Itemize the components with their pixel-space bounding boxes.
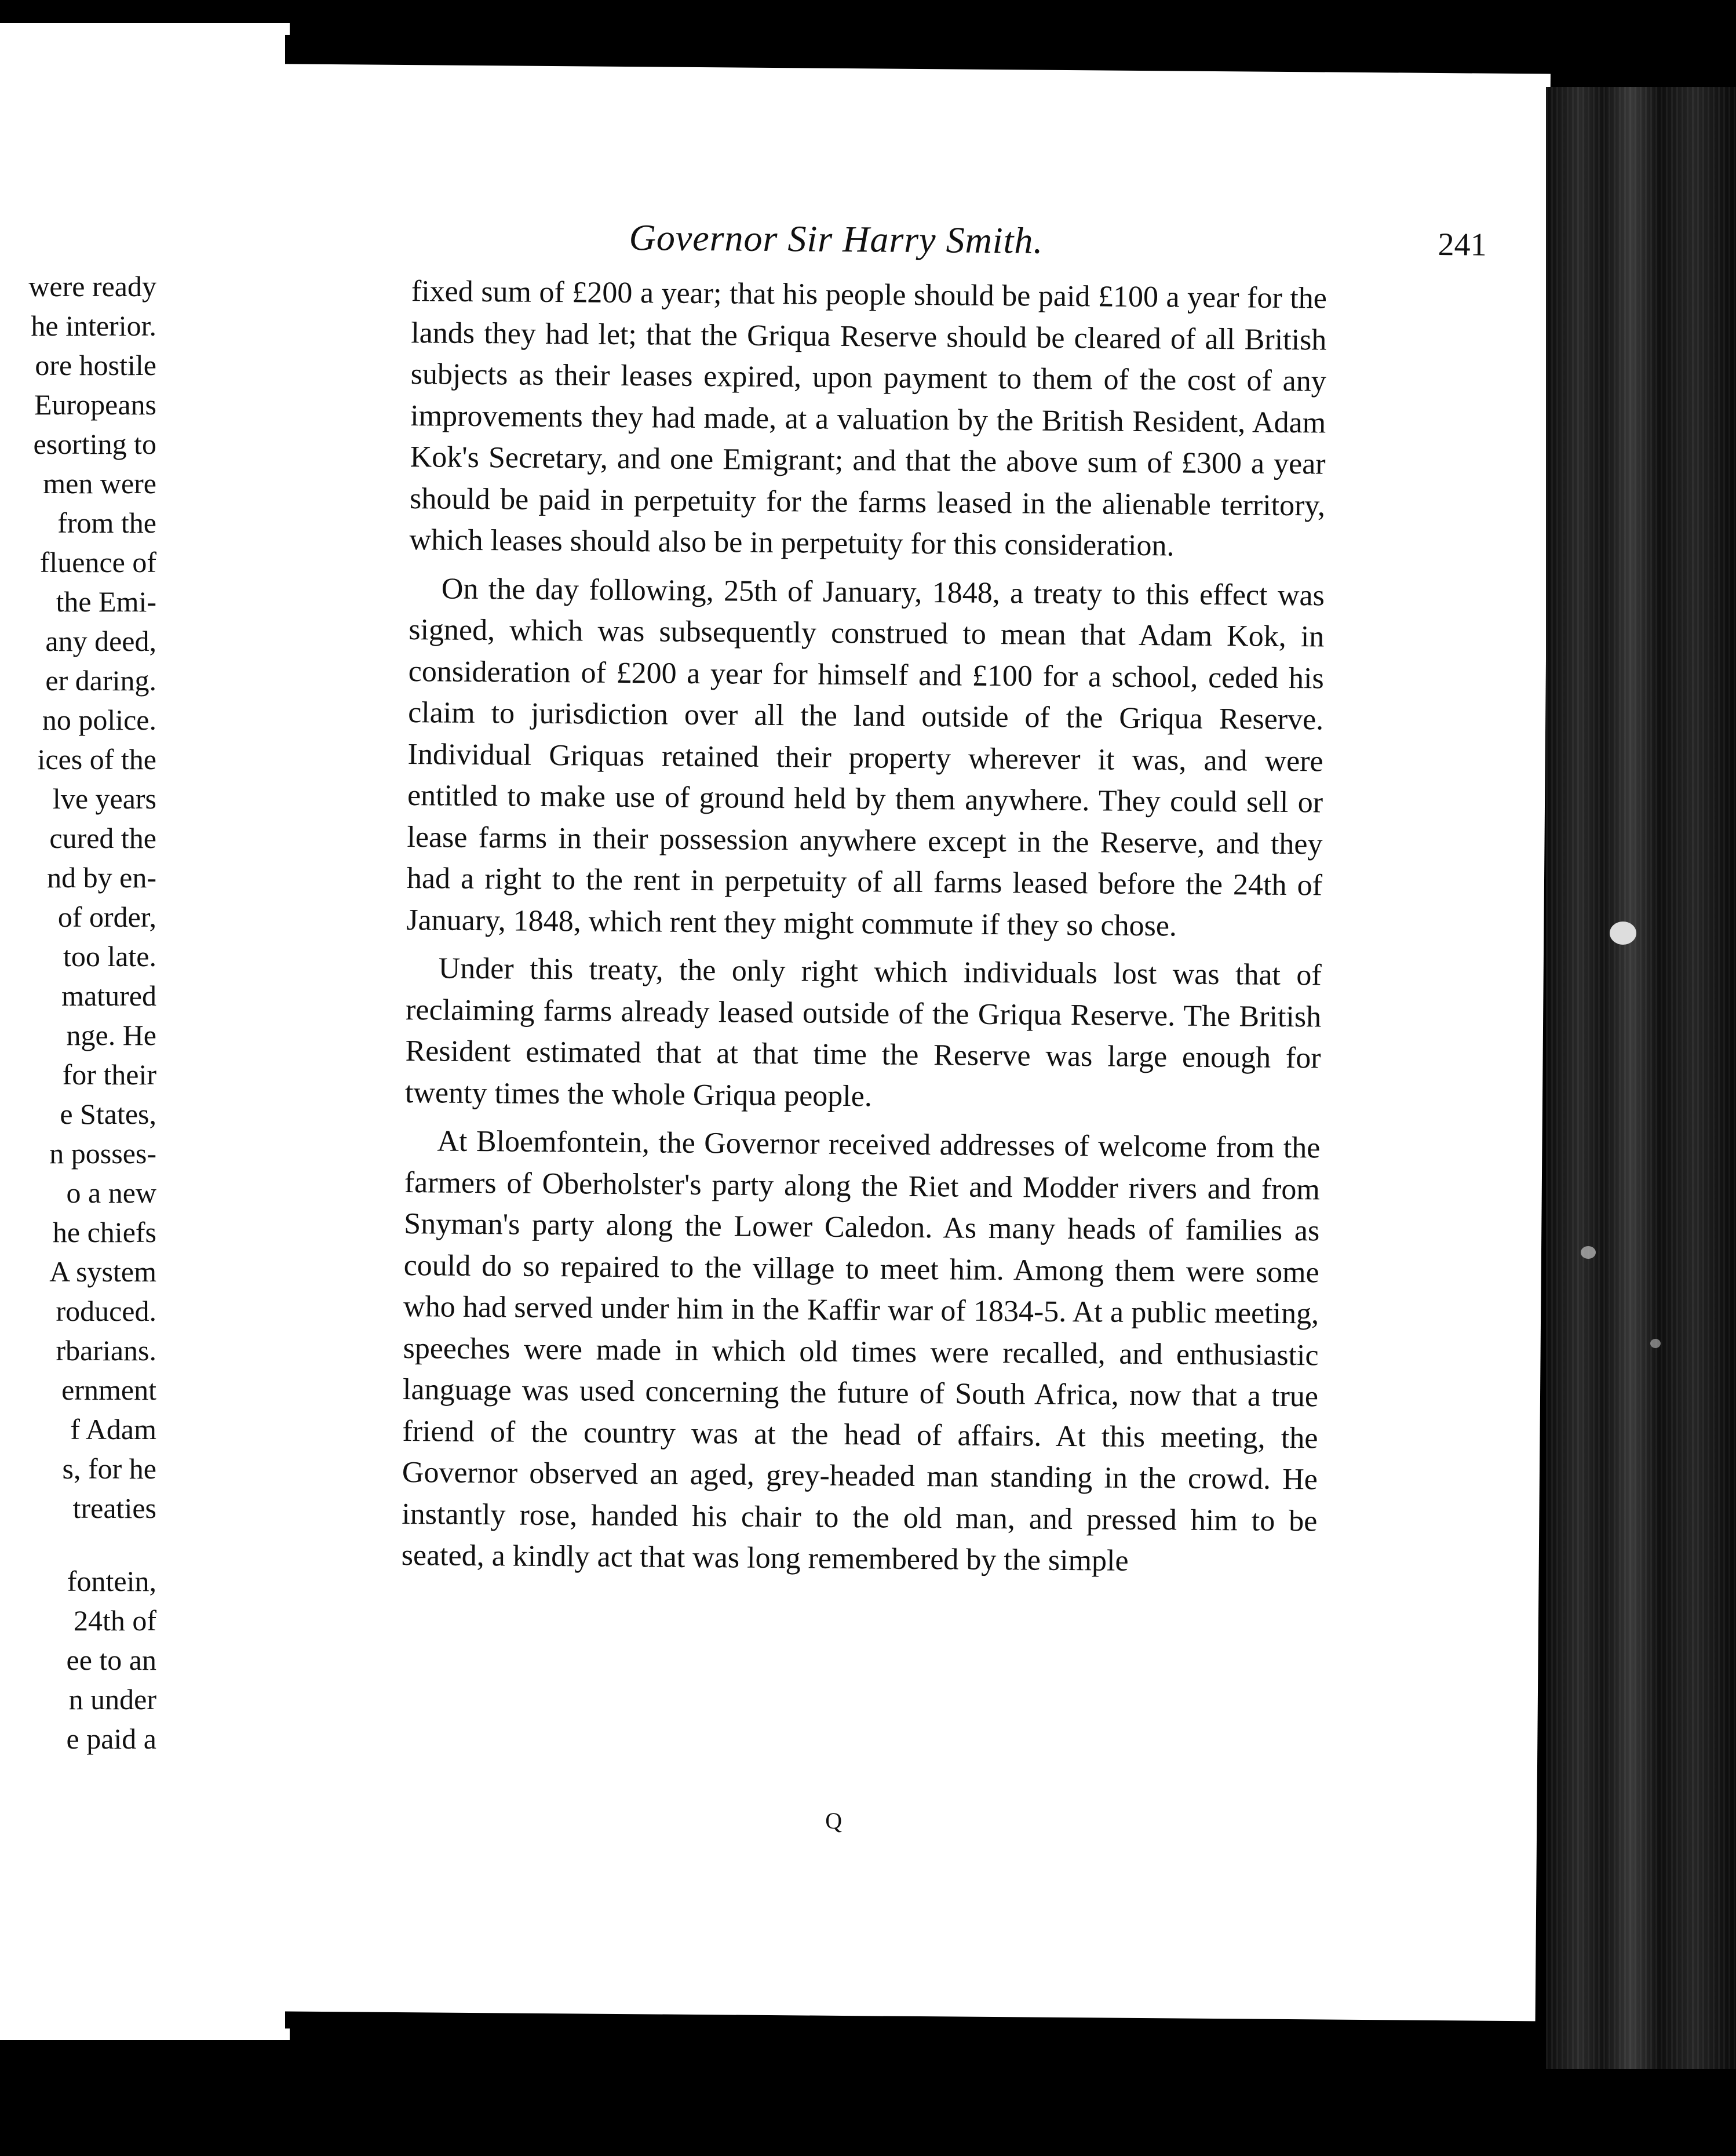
binding-texture <box>1546 87 1736 2069</box>
paragraph: At Bloemfontein, the Governor received addresses of welcome from the farmers of Oberholster's party along the Riet and Modder rivers and from Snyman's party along the Lower Caledon. As many heads of families as could do so repaired to the village to meet him. Among them were some who had served under him in the Kaffir war of 1834-5. At a public meeting, speeches were made in which old times were recalled, and enthusiastic language was used concerning the future of South Africa, now that a true friend of the country was at the head of affairs. At this meeting, the Governor observed an aged, grey-headed man standing in the crowd. He instantly rose, handed his chair to the old man, and pressed him to be seated, a kindly act that was long remembered by the simple <box>401 1124 1321 1578</box>
page-number: 241 <box>1438 226 1487 263</box>
left-page-line: roduced. <box>56 1295 156 1327</box>
left-page-line: treaties <box>72 1492 156 1524</box>
left-page-line: of order, <box>57 901 156 933</box>
left-page-line: ee to an <box>66 1644 156 1676</box>
running-head <box>629 216 1487 266</box>
left-page-line: e States, <box>60 1098 156 1130</box>
left-page-line: he chiefs <box>52 1216 156 1248</box>
left-page-line: were ready <box>28 270 156 303</box>
left-page-line: ernment <box>61 1374 156 1406</box>
left-page-line: rbarians. <box>56 1334 156 1367</box>
left-page-line: nge. He <box>66 1019 156 1051</box>
left-page-line: fontein, <box>67 1565 156 1597</box>
binding-speck <box>1581 1246 1596 1259</box>
left-page-line: for their <box>62 1058 156 1091</box>
left-page-gap <box>0 1528 156 1561</box>
left-page-line: o a new <box>66 1177 156 1209</box>
running-title: Governor Sir Harry Smith. <box>629 217 1044 261</box>
left-page-line: he interior. <box>31 309 156 342</box>
left-page-line: too late. <box>63 940 156 973</box>
left-page-line: men were <box>43 467 156 500</box>
left-page-line: ore hostile <box>35 349 156 381</box>
left-page-line: n posses- <box>49 1137 156 1170</box>
left-page-line: A system <box>49 1255 156 1288</box>
left-page-line: the Emi- <box>56 585 156 618</box>
left-page-line: Europeans <box>34 388 156 421</box>
left-page-text <box>0 267 156 1758</box>
left-page-line: cured the <box>49 822 156 854</box>
right-page <box>245 64 1551 2021</box>
left-page-line: matured <box>61 979 156 1012</box>
left-page-line: no police. <box>42 704 156 736</box>
paragraph: Under this treaty, the only right which individuals lost was that of reclaiming farms already leased outside of the Griqua Reserve. The British Resident estimated that at that time the Reserve was large enough for twenty times the whole Griqua people. <box>404 952 1322 1113</box>
paragraph: On the day following, 25th of January, 1848, a treaty to this effect was signed, which was subsequently construed to mean that Adam Kok, in consideration of £200 a year for himself and £100 for a school, ceded his claim to jurisdiction over all the land outside of the Griqua Reserve. Individual Griquas retained their property wherever it was, and were entitled to make use of ground held by them anywhere. They could sell or lease farms in their possession anywhere except in the Reserve, and they had a right to the rent in perpetuity of all farms leased before the 24th of January, 1848, which rent they might commute if they so chose. <box>406 571 1325 942</box>
left-page-line: any deed, <box>45 625 156 657</box>
left-page-line: fluence of <box>39 546 156 578</box>
left-page-line: e paid a <box>66 1722 156 1755</box>
left-page-line: n under <box>68 1683 156 1716</box>
left-page-line: esorting to <box>33 428 156 460</box>
book-binding-edge <box>1546 87 1736 2069</box>
left-page-line: ices of the <box>37 743 156 775</box>
binding-speck <box>1650 1339 1661 1348</box>
paragraph: fixed sum of £200 a year; that his people should be paid £100 a year for the lands they had let; that the Griqua Reserve should be cleared of all British subjects as their leases expired, upon payment to them of the cost of any improvements they had made, at a valuation by the British Resident, Adam Kok's Secretary, and one Emigrant; and that the above sum of £300 a year should be paid in perpetuity for the farms leased in the alienable territory, which leases should also be in perpetuity for this consideration. <box>409 275 1327 563</box>
left-page-line: er daring. <box>45 664 156 697</box>
left-page-line: f Adam <box>70 1413 156 1445</box>
signature-mark: Q <box>825 1807 843 1834</box>
body-text <box>401 271 1327 1590</box>
left-page-line: 24th of <box>73 1604 156 1637</box>
left-page-line: nd by en- <box>47 861 156 894</box>
left-page-line: lve years <box>52 782 156 815</box>
left-page-line: s, for he <box>62 1452 156 1485</box>
left-page-line: from the <box>57 507 156 539</box>
binding-speck <box>1610 922 1636 945</box>
